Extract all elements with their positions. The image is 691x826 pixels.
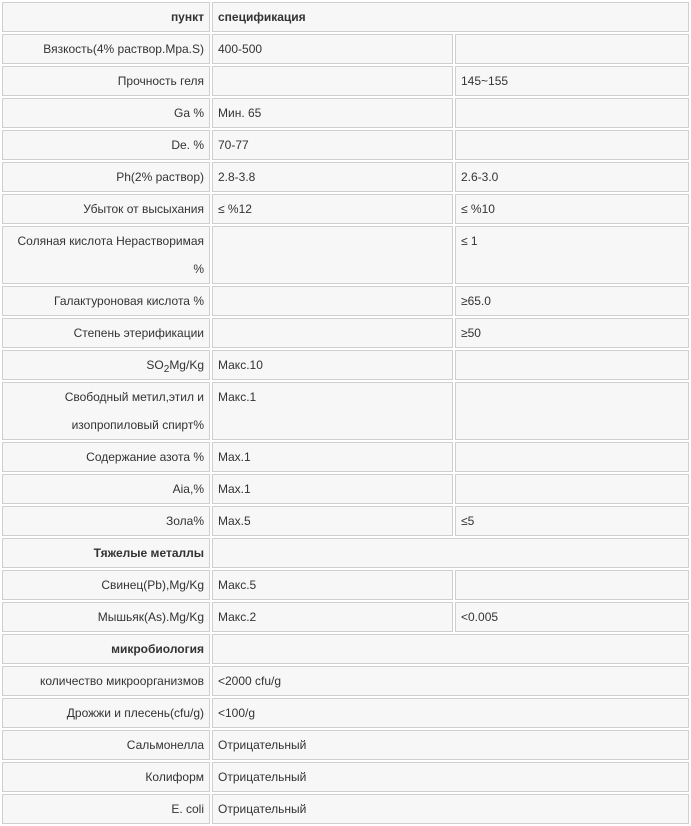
row-item: Вязкость(4% раствор.Mpa.S) — [2, 34, 210, 64]
row-item: Дрожжи и плесень(cfu/g) — [2, 698, 210, 728]
row-item: E. coli — [2, 794, 210, 824]
row-item: Убыток от высыхания — [2, 194, 210, 224]
row-value-2 — [455, 474, 689, 504]
row-value-1: Макс.5 — [212, 570, 453, 600]
section-title-heavy-metals: Тяжелые металлы — [2, 538, 210, 568]
row-value-2: <0.005 — [455, 602, 689, 632]
row-value-1 — [212, 318, 453, 348]
table-header-row — [2, 2, 689, 32]
row-value-1 — [212, 66, 453, 96]
table-row — [2, 286, 689, 316]
row-item-prefix: SO — [146, 358, 164, 372]
row-item: Содержание азота % — [2, 442, 210, 472]
table-row — [2, 442, 689, 472]
row-value-2 — [455, 570, 689, 600]
row-item: Сальмонелла — [2, 730, 210, 760]
row-value-2 — [455, 34, 689, 64]
row-value-1 — [212, 226, 453, 284]
table-row — [2, 794, 689, 824]
row-value-2: ≥65.0 — [455, 286, 689, 316]
table-row — [2, 698, 689, 728]
row-value-2: ≥50 — [455, 318, 689, 348]
row-value-2: ≤ 1 — [455, 226, 689, 284]
row-item: Соляная кислота Нерастворимая % — [2, 226, 210, 284]
row-item: Галактуроновая кислота % — [2, 286, 210, 316]
table-row — [2, 474, 689, 504]
row-value-1: Max.1 — [212, 474, 453, 504]
row-value-1: 400-500 — [212, 34, 453, 64]
row-value-1: ≤ %12 — [212, 194, 453, 224]
row-item: Ga % — [2, 98, 210, 128]
row-value-1: 70-77 — [212, 130, 453, 160]
section-row-microbiology — [2, 634, 689, 664]
table-row — [2, 318, 689, 348]
row-item: количество микроорганизмов — [2, 666, 210, 696]
table-row — [2, 66, 689, 96]
table-row — [2, 162, 689, 192]
row-value-1: Макс.10 — [212, 350, 453, 380]
header-item: пункт — [2, 2, 210, 32]
table-row — [2, 570, 689, 600]
row-value-2 — [455, 130, 689, 160]
row-item-suffix: Mg/Kg — [169, 358, 204, 372]
row-item — [2, 350, 210, 380]
table-row — [2, 98, 689, 128]
row-value-2 — [455, 350, 689, 380]
row-value-1: Макс.1 — [212, 382, 453, 440]
row-item: Мышьяк(As).Mg/Kg — [2, 602, 210, 632]
row-value-2 — [455, 98, 689, 128]
table-row — [2, 382, 689, 440]
row-item: Колиформ — [2, 762, 210, 792]
row-value-2: ≤ %10 — [455, 194, 689, 224]
row-item: Aia,% — [2, 474, 210, 504]
table-row — [2, 762, 689, 792]
row-value-2: 2.6-3.0 — [455, 162, 689, 192]
section-row-heavy-metals — [2, 538, 689, 568]
row-value-2 — [455, 382, 689, 440]
row-value-1: Отрицательный — [212, 794, 689, 824]
table-row — [2, 194, 689, 224]
row-value-2: ≤5 — [455, 506, 689, 536]
section-empty-cell — [212, 634, 689, 664]
row-value-1: Отрицательный — [212, 730, 689, 760]
table-row — [2, 730, 689, 760]
table-row — [2, 34, 689, 64]
table-row — [2, 226, 689, 284]
row-item: Зола% — [2, 506, 210, 536]
section-title-microbiology: микробиология — [2, 634, 210, 664]
row-value-2 — [455, 442, 689, 472]
row-value-1: <100/g — [212, 698, 689, 728]
table-row — [2, 602, 689, 632]
row-item-subscript: 2 — [163, 364, 170, 375]
table-row — [2, 666, 689, 696]
row-item: Свинец(Pb),Mg/Kg — [2, 570, 210, 600]
row-item: Прочность геля — [2, 66, 210, 96]
header-spec: спецификация — [212, 2, 689, 32]
table-row — [2, 506, 689, 536]
table-row — [2, 130, 689, 160]
row-value-1: 2.8-3.8 — [212, 162, 453, 192]
row-value-1: Макс.2 — [212, 602, 453, 632]
row-value-1 — [212, 286, 453, 316]
row-item: Свободный метил,этил и изопропиловый спирт% — [2, 382, 210, 440]
row-value-1: <2000 cfu/g — [212, 666, 689, 696]
section-empty-cell — [212, 538, 689, 568]
row-value-1: Max.5 — [212, 506, 453, 536]
row-value-1: Мин. 65 — [212, 98, 453, 128]
table-row — [2, 350, 689, 380]
row-item: De. % — [2, 130, 210, 160]
row-value-2: 145~155 — [455, 66, 689, 96]
row-item: Степень этерификации — [2, 318, 210, 348]
row-value-1: Max.1 — [212, 442, 453, 472]
row-item: Ph(2% раствор) — [2, 162, 210, 192]
row-value-1: Отрицательный — [212, 762, 689, 792]
